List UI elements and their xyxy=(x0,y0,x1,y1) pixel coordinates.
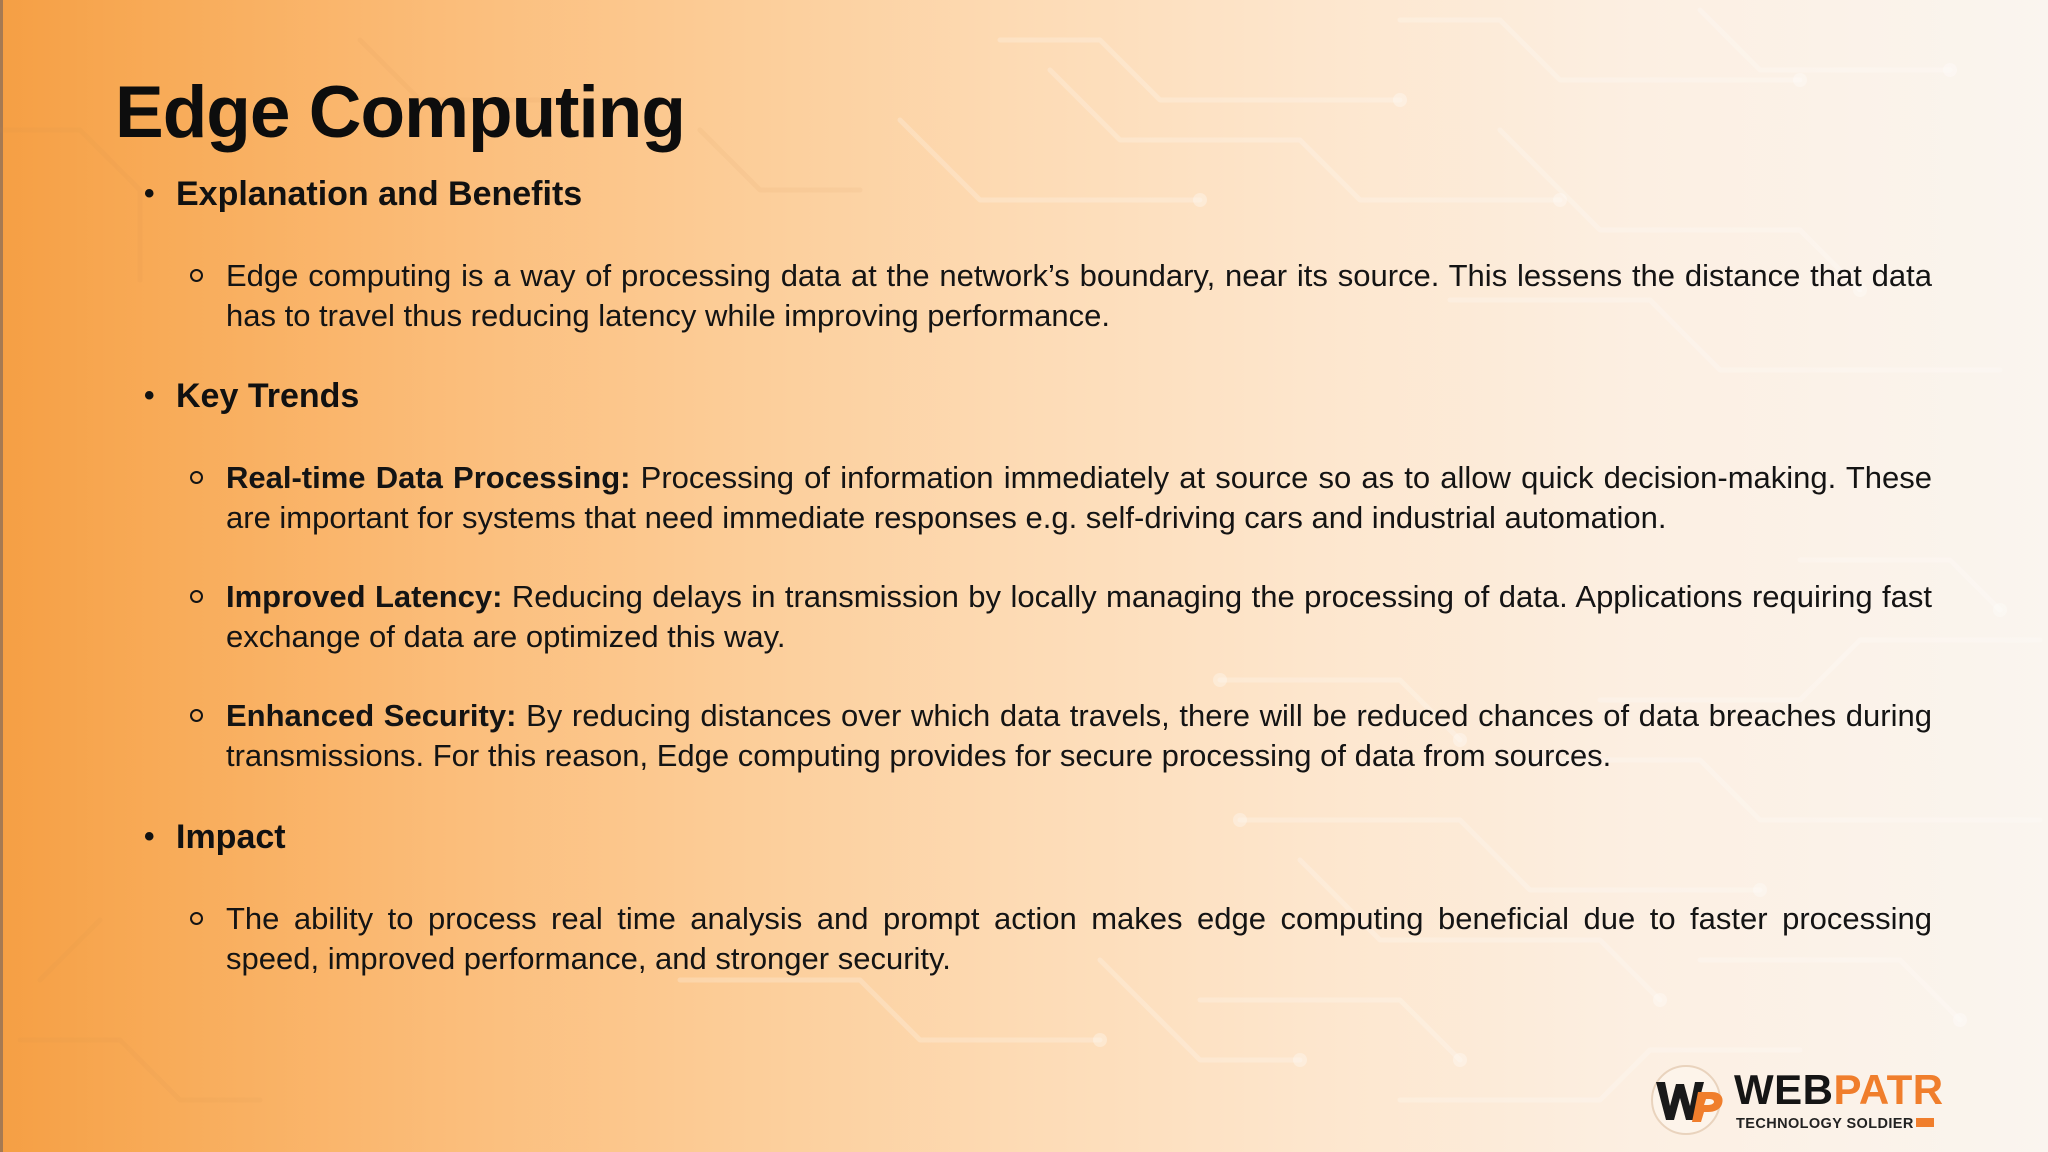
logo-accent-bar xyxy=(1916,1118,1934,1127)
list-item-real-time-processing xyxy=(226,458,1932,538)
section-heading-text: Impact xyxy=(176,818,286,856)
section-heading-explanation xyxy=(144,174,583,214)
list-item-bold-label: Real-time Data Processing: xyxy=(226,460,631,495)
logo-tagline: TECHNOLOGY SOLDIER xyxy=(1736,1116,1914,1132)
hollow-bullet-icon xyxy=(190,471,203,484)
list-item-text: The ability to process real time analysis and prompt action makes edge computing beneficial due to faster processing speed, improved performance, and stronger security. xyxy=(226,901,1932,976)
slide-left-border xyxy=(0,0,3,1152)
bullet-icon: • xyxy=(144,177,155,210)
section-heading-key-trends xyxy=(144,376,360,416)
section-heading-text: Explanation and Benefits xyxy=(176,175,583,213)
hollow-bullet-icon xyxy=(190,269,203,282)
list-item-text: Processing of information immediately at source so as to allow quick decision-making. These are important for systems that need immediate responses e.g. self-driving cars and industrial automation. xyxy=(226,460,1932,535)
section-heading-impact xyxy=(144,817,286,857)
hollow-bullet-icon xyxy=(190,912,203,925)
list-item-text: Edge computing is a way of processing data at the network’s boundary, near its source. This lessens the distance that data has to travel thus reducing latency while improving performance. xyxy=(226,258,1932,333)
wp-logo-icon xyxy=(1646,1062,1728,1138)
slide-title: Edge Computing xyxy=(115,72,685,153)
list-item-text: By reducing distances over which data travels, there will be reduced chances of data breaches during transmissions. For this reason, Edge computing provides for secure processing of data from sources. xyxy=(226,698,1932,773)
hollow-bullet-icon xyxy=(190,709,203,722)
list-item-bold-label: Improved Latency: xyxy=(226,579,503,614)
list-item-impact xyxy=(226,899,1932,979)
bullet-icon: • xyxy=(144,820,155,853)
webpatr-logo xyxy=(1646,1062,1946,1138)
list-item-edge-definition xyxy=(226,256,1932,336)
logo-wordmark: WEBPATR xyxy=(1734,1066,1944,1113)
hollow-bullet-icon xyxy=(190,590,203,603)
list-item-improved-latency xyxy=(226,577,1932,657)
list-item-enhanced-security xyxy=(226,696,1932,776)
list-item-bold-label: Enhanced Security: xyxy=(226,698,517,733)
section-heading-text: Key Trends xyxy=(176,377,360,415)
list-item-text: Reducing delays in transmission by locally managing the processing of data. Applications requiring fast exchange of data are optimized this way. xyxy=(226,579,1932,654)
bullet-icon: • xyxy=(144,379,155,412)
